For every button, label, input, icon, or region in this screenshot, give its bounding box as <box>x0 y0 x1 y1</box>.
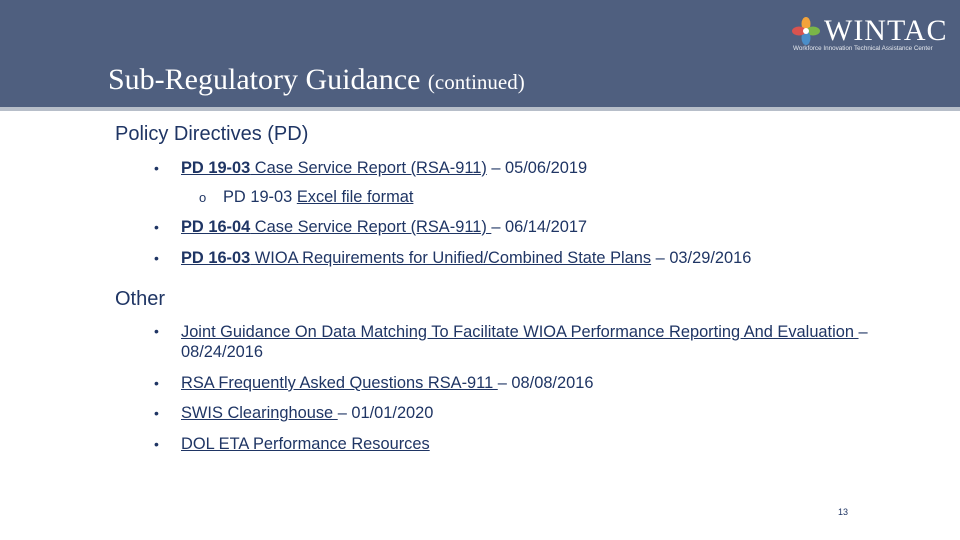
pd-19-03-excel-item: PD 19-03 Excel file format <box>223 188 414 206</box>
bullet-marker: • <box>154 323 159 339</box>
bullet-marker: • <box>154 405 159 421</box>
header-divider <box>0 107 960 111</box>
joint-guidance-link[interactable]: Joint Guidance On Data Matching To Facilitate WIOA Performance Reporting And Evaluation <box>181 323 859 341</box>
bullet-marker: • <box>154 160 159 176</box>
slide-title <box>108 60 525 102</box>
slide-title-main: Sub-Regulatory Guidance <box>108 63 421 96</box>
other-heading: Other <box>115 288 166 310</box>
swis-clearinghouse-link[interactable]: SWIS Clearinghouse <box>181 404 338 422</box>
bullet-marker: • <box>154 219 159 235</box>
wintac-pinwheel-icon <box>790 16 822 46</box>
page-number: 13 <box>838 507 849 517</box>
pd-19-03-link[interactable]: PD 19-03 Case Service Report (RSA-911) <box>181 159 487 177</box>
pd-16-03-item: PD 16-03 WIOA Requirements for Unified/Combined State Plans – 03/29/2016 <box>181 249 752 267</box>
dol-eta-performance-link[interactable]: DOL ETA Performance Resources <box>181 435 430 453</box>
rsa-faq-link[interactable]: RSA Frequently Asked Questions RSA-911 <box>181 374 498 392</box>
wintac-logo <box>790 14 950 58</box>
logo-subtitle: Workforce Innovation Technical Assistance Center <box>793 45 933 52</box>
sub-bullet-marker: o <box>199 190 207 205</box>
pd-19-03-item: PD 19-03 Case Service Report (RSA-911) – 05/06/2019 <box>181 159 588 177</box>
pd-16-04-item: PD 16-04 Case Service Report (RSA-911) – 06/14/2017 <box>181 218 588 236</box>
bullet-marker: • <box>154 250 159 266</box>
pd-16-03-link[interactable]: PD 16-03 WIOA Requirements for Unified/Combined State Plans <box>181 249 652 267</box>
rsa-faq-item: RSA Frequently Asked Questions RSA-911 – 08/08/2016 <box>181 374 594 392</box>
dol-eta-item <box>181 434 430 454</box>
swis-item: SWIS Clearinghouse – 01/01/2020 <box>181 404 434 422</box>
excel-file-format-link[interactable]: Excel file format <box>296 188 414 206</box>
bullet-marker: • <box>154 436 159 452</box>
pd-16-04-link[interactable]: PD 16-04 Case Service Report (RSA-911) <box>181 218 492 236</box>
joint-guidance-item: Joint Guidance On Data Matching To Facilitate WIOA Performance Reporting And Evaluation – 08/24/2016 <box>181 323 868 361</box>
slide-title-suffix: (continued) <box>427 70 525 94</box>
policy-directives-heading: Policy Directives (PD) <box>115 123 309 145</box>
logo-wordmark: WINTAC <box>824 14 948 47</box>
bullet-marker: • <box>154 375 159 391</box>
